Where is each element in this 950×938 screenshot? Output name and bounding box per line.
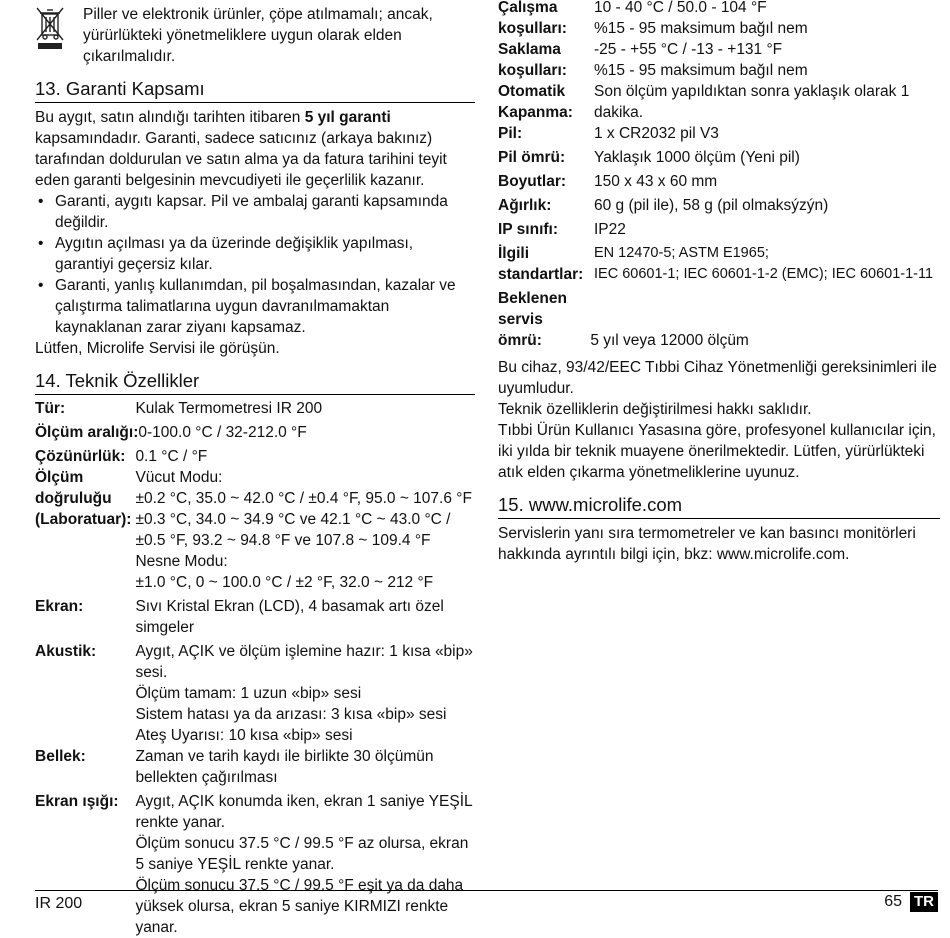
- spec-value: EN 12470-5; ASTM E1965; IEC 60601-1; IEC 60601-1-2 (EMC); IEC 60601-1-11: [594, 245, 934, 282]
- left-column: [35, 0, 475, 938]
- spec-value: 5 yıl veya 12000 ölçüm: [590, 332, 749, 349]
- spec-value: 10 - 40 °C / 50.0 - 104 °F %15 - 95 maksimum bağıl nem: [594, 0, 808, 37]
- page-number: 65: [884, 893, 902, 910]
- spec-value: Zaman ve tarih kaydı ile birlikte 30 ölçümün bellekten çağırılması: [135, 748, 434, 786]
- spec-label: Pil ömrü:: [498, 149, 566, 166]
- spec-label: Bellek:: [35, 748, 86, 765]
- table-row: [35, 398, 475, 419]
- spec-label: Çalışma koşulları:: [498, 0, 567, 37]
- spec-label: Ekran ışığı:: [35, 793, 119, 810]
- spec-label: Tür:: [35, 400, 66, 417]
- table-row: [498, 0, 940, 39]
- spec-value: 150 x 43 x 60 mm: [594, 173, 718, 190]
- spec-value: Aygıt, AÇIK konumda iken, ekran 1 saniye YEŞİL renkte yanar. Ölçüm sonucu 37.5 °C / 99.5 °F az olursa, ekran 5 saniye YEŞİL renkte yanar. Ölçüm sonucu 37.5 °C / 99.5 °F eşit ya da daha yüksek olursa, ekran 5 saniye KIRMIZI renkte yanar.: [135, 793, 473, 936]
- spec-label: Saklama koşulları:: [498, 41, 567, 79]
- table-row: [498, 288, 940, 351]
- spec-label: Ekran:: [35, 598, 84, 615]
- table-row: [498, 123, 940, 144]
- spec-label: Ölçüm doğruluğu (Laboratuar):: [35, 469, 132, 528]
- crossed-out-bin-icon: [35, 4, 65, 50]
- table-row: [35, 746, 475, 788]
- disposal-text: Piller ve elektronik ürünler, çöpe atılmamalı; ancak, yürürlükteki yönetmeliklere uygun olarak elden çıkarılmalıdır.: [83, 6, 433, 65]
- spec-value: Son ölçüm yapıldıktan sonra yaklaşık olarak 1 dakika.: [594, 83, 910, 121]
- web-title: 15. www.microlife.com: [498, 494, 940, 519]
- table-row: [498, 219, 940, 240]
- spec-value: Aygıt, AÇIK ve ölçüm işlemine hazır: 1 kısa «bip» sesi. Ölçüm tamam: 1 uzun «bip» sesi Sistem hatası ya da arızası: 3 kısa «bip» sesi Ateş Uyarısı: 10 kısa «bip» sesi: [135, 643, 473, 744]
- table-row: [498, 171, 940, 192]
- specs-note: Bu cihaz, 93/42/EEC Tıbbi Cihaz Yönetmenliği gereksinimleri ile uyumludur.: [498, 359, 937, 397]
- spec-label: Çözünürlük:: [35, 448, 126, 465]
- specs-table-right: [498, 0, 940, 351]
- table-row: [498, 243, 940, 285]
- specs-title: 14. Teknik Özellikler: [35, 370, 475, 395]
- table-row: [35, 422, 475, 443]
- specs-table-left: [35, 398, 475, 938]
- footer-model: IR 200: [35, 895, 83, 912]
- warranty-intro: Bu aygıt, satın alındığı tarihten itibaren 5 yıl garanti kapsamındadır. Garanti, sadece satıcınız (arkaya bakınız) tarafından doldurulan ve satın alma ya da fatura tarihini teyit eden garanti belgesinin mevcudiyeti ile geçerlilik kazanır.: [35, 109, 447, 189]
- spec-value: Vücut Modu: ±0.2 °C, 35.0 ~ 42.0 °C / ±0.4 °F, 95.0 ~ 107.6 °F ±0.3 °C, 34.0 ~ 34.9 °C ve 42.1 °C ~ 43.0 °C / ±0.5 °F, 93.2 ~ 94.8 °F ve 107.8 ~ 109.4 °F Nesne Modu: ±1.0 °C, 0 ~ 100.0 °C / ±2 °F, 32.0 ~ 212 °F: [135, 469, 472, 591]
- spec-row-inline: [35, 422, 475, 443]
- spec-label: İlgili standartlar:: [498, 245, 584, 283]
- web-text: Servislerin yanı sıra termometreler ve kan basıncı monitörleri hakkında ayrıntılı bilgi için, bkz: www.microlife.com.: [498, 525, 916, 563]
- table-row: [35, 791, 475, 938]
- table-row: [498, 81, 940, 123]
- warranty-title: 13. Garanti Kapsamı: [35, 78, 475, 103]
- table-row: [498, 147, 940, 168]
- spec-value: 1 x CR2032 pil V3: [594, 125, 719, 142]
- right-column: [498, 0, 940, 565]
- spec-value: IP22: [594, 221, 626, 238]
- spec-label: Boyutlar:: [498, 173, 567, 190]
- specs-note: Teknik özelliklerin değiştirilmesi hakkı saklıdır.: [498, 401, 812, 418]
- spec-value: Kulak Termometresi IR 200: [135, 400, 323, 417]
- footer-rule: [35, 890, 938, 891]
- list-item: • Aygıtın açılması ya da üzerinde değişiklik yapılması, garantiyi geçersiz kılar.: [35, 233, 475, 275]
- spec-value: Sıvı Kristal Ekran (LCD), 4 basamak artı özel simgeler: [135, 598, 444, 636]
- specs-note: Tıbbi Ürün Kullanıcı Yasasına göre, profesyonel kullanıcılar için, iki yılda bir teknik muayene önerilmektedir. Lütfen, yürürlükteki atık elden çıkarma yönetmeliklerine uyunuz.: [498, 422, 936, 481]
- spec-value: -25 - +55 °C / -13 - +131 °F %15 - 95 maksimum bağıl nem: [594, 41, 808, 79]
- table-row: [35, 467, 475, 593]
- spec-label: Pil:: [498, 125, 523, 142]
- spec-row-inline: [498, 288, 940, 351]
- table-row: [35, 446, 475, 467]
- spec-label: IP sınıfı:: [498, 221, 559, 238]
- list-item: • Garanti, aygıtı kapsar. Pil ve ambalaj garanti kapsamında değildir.: [35, 191, 475, 233]
- list-item: • Garanti, yanlış kullanımdan, pil boşalmasından, kazalar ve çalıştırma talimatlarına uygun davranılmamaktan kaynaklanan zarar ziyanı kapsamaz.: [35, 275, 475, 338]
- spec-label: Beklenen servis ömrü:: [498, 290, 567, 349]
- warranty-list: [35, 191, 475, 338]
- spec-label: Akustik:: [35, 643, 97, 660]
- spec-value: 0.1 °C / °F: [135, 448, 208, 465]
- spec-label: Ölçüm aralığı:: [35, 424, 139, 441]
- table-row: [35, 641, 475, 746]
- footer-page-info: [884, 891, 938, 912]
- table-row: [498, 195, 940, 216]
- table-row: [498, 39, 940, 81]
- spec-label: Ağırlık:: [498, 197, 552, 214]
- spec-value: 60 g (pil ile), 58 g (pil olmaksýzýn): [594, 197, 829, 214]
- spec-label: Otomatik Kapanma:: [498, 83, 573, 121]
- disposal-notice: [35, 4, 475, 67]
- language-badge: TR: [910, 892, 938, 912]
- table-row: [35, 596, 475, 638]
- warranty-outro: Lütfen, Microlife Servisi ile görüşün.: [35, 340, 280, 357]
- spec-value: 0-100.0 °C / 32-212.0 °F: [138, 424, 307, 441]
- spec-value: Yaklaşık 1000 ölçüm (Yeni pil): [594, 149, 800, 166]
